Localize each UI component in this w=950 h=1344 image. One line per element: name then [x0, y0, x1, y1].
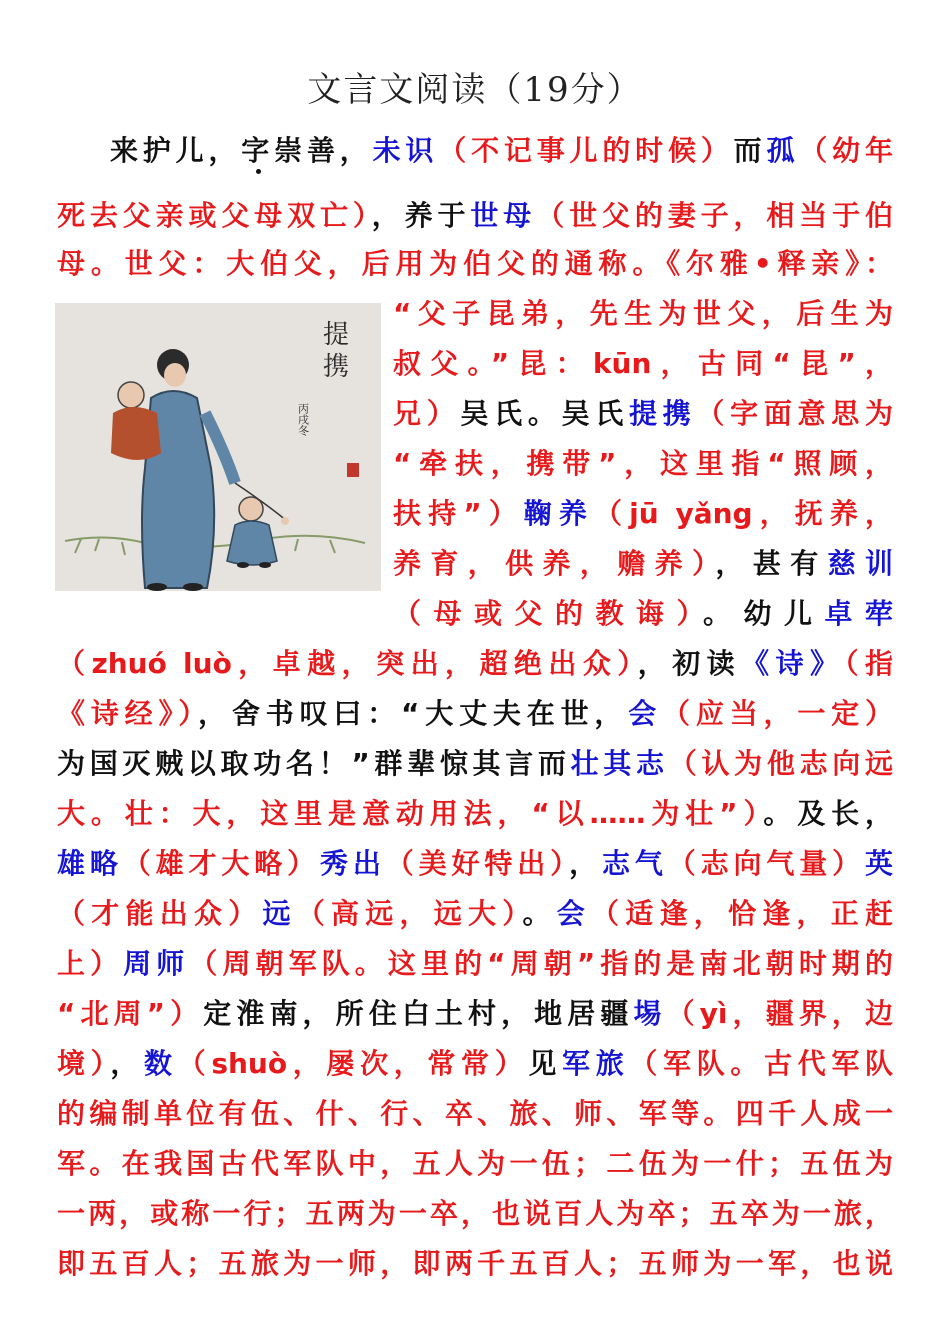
annotation: 大。壮：大，这里是意动用法，“以……为壮”）: [57, 797, 764, 830]
term: 提携: [628, 397, 697, 430]
text-line: [57, 1194, 893, 1234]
text-line: [57, 694, 893, 734]
original-text: 见: [528, 1047, 563, 1080]
text-line: [57, 1094, 893, 1134]
original-text: ，初读: [637, 647, 742, 680]
annotation: （jū yǎng，抚养，: [594, 497, 893, 530]
text-line: [57, 844, 893, 884]
annotation: （高远，远大）: [296, 897, 523, 930]
text-line: [393, 294, 893, 334]
grass-strokes: [65, 536, 365, 555]
text-line: [57, 894, 893, 934]
annotation: 养育，供养，赡养）: [393, 547, 716, 580]
page-title: 文言文阅读（19分）: [307, 70, 643, 110]
annotation: “北周”）: [57, 997, 204, 1030]
term: 会: [556, 897, 591, 930]
annotation: （yì，疆界，边: [666, 997, 893, 1030]
term: 慈训: [827, 547, 893, 580]
text-line: [57, 644, 893, 684]
original-text: 而: [733, 134, 767, 167]
text-line: [57, 994, 893, 1034]
annotation: 《诗经》）: [57, 697, 199, 730]
original-text: ，甚有: [715, 547, 828, 580]
original-text: 为国灭贼以取功名！”群辈惊其言而: [57, 747, 571, 780]
term: 《诗》: [741, 647, 845, 680]
original-text: 。: [522, 897, 557, 930]
annotation: （zhuó luò，卓越，突出，超绝出众）: [57, 647, 638, 680]
annotation: （应当，一定）: [662, 697, 893, 730]
original-text: ，: [110, 1047, 144, 1080]
annotation: （shuò，屡次，常常）: [177, 1047, 529, 1080]
baby-on-back: [111, 382, 161, 460]
illustration-painting: [55, 303, 381, 591]
text-line: [57, 744, 893, 784]
annotation: （美好特出）: [385, 847, 570, 880]
text-line: [393, 594, 893, 634]
annotation: （志向气量）: [667, 847, 865, 880]
annotation: 叔父。”昆：kūn，古同“昆”，: [393, 347, 893, 380]
annotation: 死去父亲或父母双亡）: [57, 199, 372, 232]
original-text: 来护儿，: [110, 134, 242, 167]
text-line: [57, 1144, 893, 1184]
text-line: [393, 494, 893, 534]
text-line: [393, 444, 893, 484]
text-line: [57, 1244, 893, 1284]
annotation: （不记事儿的时候）: [438, 134, 734, 167]
text-line: [57, 196, 893, 236]
annotation: （适逢，恰逢，正赶: [590, 897, 893, 930]
annotation: （认为他志向远: [668, 747, 893, 780]
annotation: 母。世父：大伯父，后用为伯父的通称。《尔雅•释亲》：: [57, 247, 893, 280]
term: 志气: [601, 847, 668, 880]
term: 秀出: [320, 847, 386, 880]
text-line: [110, 131, 893, 171]
annotation: 一两，或称一行；五两为一卒，也说百人为卒；五卒为一旅，: [57, 1197, 893, 1230]
original-text: 字: [241, 134, 275, 167]
annotation: （雄才大略）: [122, 847, 321, 880]
annotation: 兄）: [393, 397, 461, 430]
text-line: [393, 544, 893, 584]
annotation: （周朝军队。这里的“周朝”指的是南北朝时期的: [189, 947, 893, 980]
inscription: 丙戌冬: [296, 403, 310, 436]
original-text: 。幼儿: [702, 597, 825, 630]
term: 英: [864, 847, 893, 880]
annotation: 军。在我国古代军队中，五人为一伍；二伍为一什；五伍为: [57, 1147, 893, 1180]
woman-figure: [142, 349, 235, 591]
term: 卓荦: [824, 597, 893, 630]
annotation: “父子昆弟，先生为世父，后生为: [393, 297, 893, 330]
text-line: [57, 794, 893, 834]
annotation: 即五百人；五旅为一师，即两千五百人；五师为一军，也说: [57, 1247, 893, 1280]
annotation: （指: [844, 647, 893, 680]
original-text: 。及长，: [763, 797, 893, 830]
text-line: [393, 394, 893, 434]
calligraphy-char-2: 携: [323, 352, 350, 382]
seal-stamp: [347, 463, 359, 477]
term: 埸: [633, 997, 667, 1030]
annotation: “牵扶，携带”，这里指“照顾，: [393, 447, 893, 480]
term: 壮其志: [570, 747, 669, 780]
term: 鞠养: [523, 497, 594, 530]
original-text: ，舍书叹曰：“大丈夫在世，: [198, 697, 629, 730]
text-line: [393, 344, 893, 384]
original-text: 崇善，: [274, 134, 373, 167]
text-line: [57, 244, 893, 284]
annotation: （母或父的教诲）: [393, 597, 703, 630]
term: 周师: [123, 947, 190, 980]
term: 世母: [470, 199, 537, 232]
annotation: （字面意思为: [696, 397, 893, 430]
annotation: （才能出众）: [57, 897, 263, 930]
original-text: ，养于: [371, 199, 471, 232]
painting-svg: [55, 303, 381, 591]
annotation: （世父的妻子，相当于伯: [536, 199, 893, 232]
term: 远: [262, 897, 297, 930]
annotation: 的编制单位有伍、什、行、卒、旅、师、军等。四千人成一: [57, 1097, 893, 1130]
calligraphy-char-1: 提: [323, 320, 350, 350]
term: 会: [628, 697, 663, 730]
term: 雄略: [57, 847, 123, 880]
term: 数: [144, 1047, 178, 1080]
text-line: [57, 944, 893, 984]
annotation: 扶持”）: [393, 497, 524, 530]
original-text: 定淮南，所住白土村，地居疆: [203, 997, 634, 1030]
toddler-figure: [227, 497, 289, 568]
original-text: ，: [569, 847, 602, 880]
term: 军旅: [562, 1047, 630, 1080]
annotation: 境）: [57, 1047, 111, 1080]
annotation: （军队。古代军队: [629, 1047, 893, 1080]
annotation: 上）: [57, 947, 124, 980]
term: 未识: [372, 134, 439, 167]
calligraphy: [297, 320, 350, 437]
text-line: [57, 1044, 893, 1084]
annotation: （幼年: [799, 134, 893, 167]
term: 孤: [766, 134, 800, 167]
original-text: 吴氏。吴氏: [460, 397, 629, 430]
